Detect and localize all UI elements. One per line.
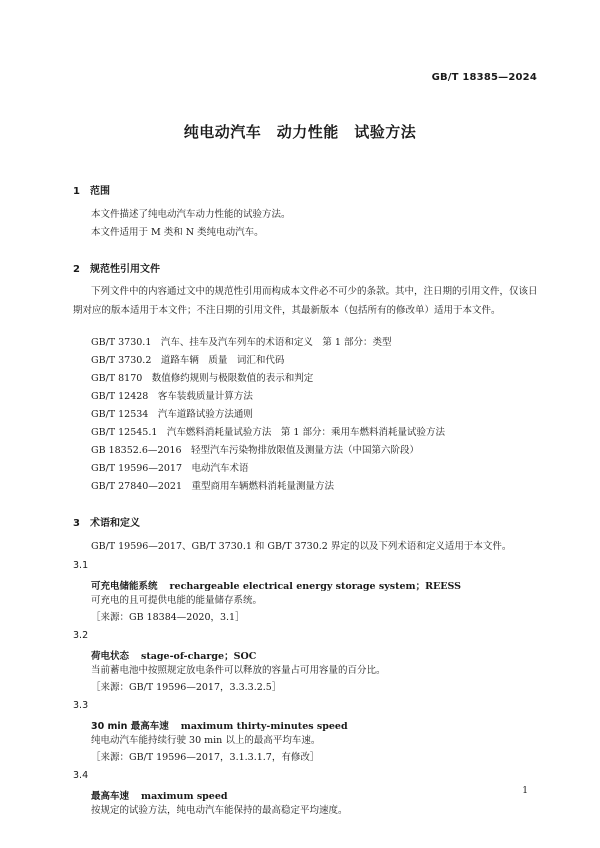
section-title: 术语和定义	[90, 518, 140, 529]
scope-line-2: 本文件适用于 M 类和 N 类纯电动汽车。	[91, 227, 264, 238]
ref-item: GB/T 19596—2017 电动汽车术语	[91, 463, 249, 474]
ref-item: GB/T 12428 客车装载质量计算方法	[91, 391, 253, 402]
term-number: 3.1	[73, 560, 89, 571]
term-en: maximum speed	[141, 791, 228, 802]
section-number: 1	[73, 186, 80, 197]
document-code: GB/T 18385—2024	[431, 72, 537, 83]
section-title: 范围	[90, 186, 110, 197]
term-en: maximum thirty-minutes speed	[180, 721, 348, 732]
section-number: 2	[73, 264, 80, 275]
term-number: 3.2	[73, 630, 89, 641]
document-title: 纯电动汽车 动力性能 试验方法	[183, 123, 417, 141]
ref-item: GB 18352.6—2016 轻型汽车污染物排放限值及测量方法（中国第六阶段）	[91, 445, 420, 456]
ref-item: GB/T 3730.1 汽车、挂车及汽车列车的术语和定义 第 1 部分：类型	[91, 337, 392, 348]
term-title	[91, 788, 228, 802]
term-en: rechargeable electrical energy storage system；REESS	[169, 581, 461, 592]
section-heading-scope	[73, 182, 110, 197]
term-title	[91, 718, 348, 732]
section-heading-terms	[73, 514, 140, 529]
term-source: ［来源：GB 18384—2020，3.1］	[91, 612, 245, 623]
term-source: ［来源：GB/T 19596—2017，3.3.3.2.5］	[91, 682, 282, 693]
term-definition: 纯电动汽车能持续行驶 30 min 以上的最高平均车速。	[91, 735, 321, 746]
refs-intro: 下列文件中的内容通过文中的规范性引用而构成本文件必不可少的条款。其中，注日期的引用文件，仅该日期对应的版本适用于本文件；不注日期的引用文件，其最新版本（包括所有的修改单）适用于本文件。	[73, 286, 538, 316]
terms-intro: GB/T 19596—2017、GB/T 3730.1 和 GB/T 3730.2 界定的以及下列术语和定义适用于本文件。	[91, 541, 512, 552]
term-definition: 按规定的试验方法，纯电动汽车能保持的最高稳定平均速度。	[91, 805, 348, 816]
ref-item: GB/T 8170 数值修约规则与极限数值的表示和判定	[91, 373, 314, 384]
term-definition: 可充电的且可提供电能的能量储存系统。	[91, 595, 263, 606]
term-title	[91, 648, 256, 662]
ref-item: GB/T 27840—2021 重型商用车辆燃料消耗量测量方法	[91, 481, 335, 492]
term-number: 3.4	[73, 770, 89, 781]
term-zh: 可充电储能系统	[91, 581, 158, 592]
page-number: 1	[522, 786, 528, 796]
scope-line-1: 本文件描述了纯电动汽车动力性能的试验方法。	[91, 209, 291, 220]
term-title	[91, 578, 461, 592]
term-en: stage-of-charge；SOC	[141, 651, 257, 662]
section-heading-refs	[73, 260, 160, 275]
ref-item: GB/T 3730.2 道路车辆 质量 词汇和代码	[91, 355, 285, 366]
term-zh: 最高车速	[91, 791, 130, 802]
term-zh: 荷电状态	[91, 651, 130, 662]
term-definition: 当前蓄电池中按照规定放电条件可以释放的容量占可用容量的百分比。	[91, 665, 386, 676]
ref-item: GB/T 12534 汽车道路试验方法通则	[91, 409, 253, 420]
section-title: 规范性引用文件	[90, 264, 160, 275]
term-zh: 30 min 最高车速	[91, 721, 169, 732]
term-number: 3.3	[73, 700, 89, 711]
section-number: 3	[73, 518, 80, 529]
ref-item: GB/T 12545.1 汽车燃料消耗量试验方法 第 1 部分：乘用车燃料消耗量试验方法	[91, 427, 445, 438]
term-source: ［来源：GB/T 19596—2017，3.1.3.1.7，有修改］	[91, 752, 320, 763]
